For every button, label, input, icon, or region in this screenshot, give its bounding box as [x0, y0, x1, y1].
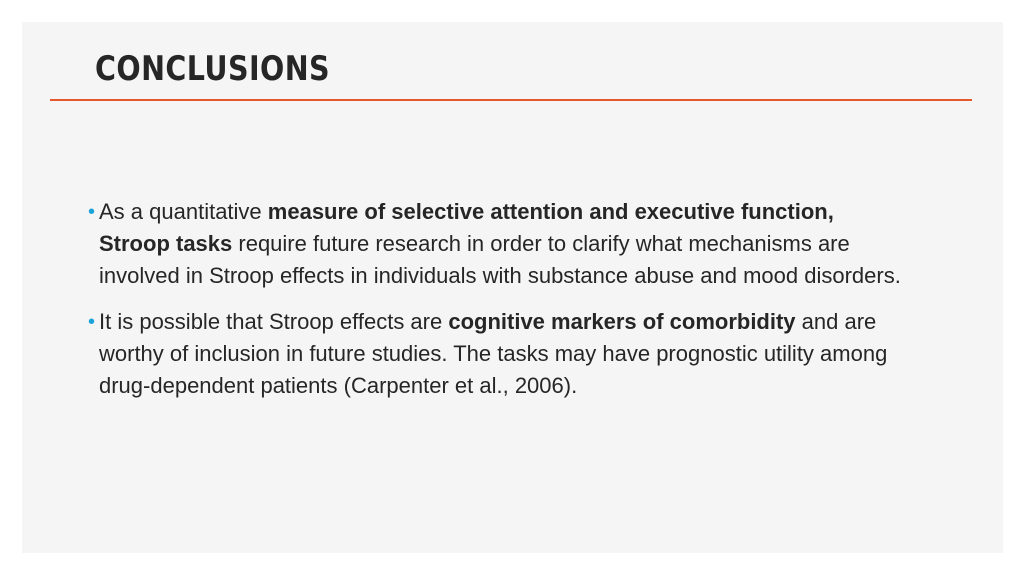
- bullet-marker: •: [88, 201, 96, 223]
- title-divider: [50, 99, 972, 101]
- bullet-list: [88, 196, 908, 416]
- slide-title: CONCLUSIONS: [95, 49, 331, 89]
- bullet-text-segment: It is possible that Stroop effects are: [99, 309, 449, 334]
- bullet-emphasis: cognitive markers of comorbidity: [448, 309, 796, 334]
- bullet-text-segment: As a quantitative: [99, 199, 268, 224]
- bullet-item-2: [88, 306, 908, 402]
- bullet-text-segment: require future research in order to clarify what mechanisms are involved in Stroop effects in individuals with substance abuse and mood disorders.: [99, 231, 901, 288]
- bullet-marker: •: [88, 311, 96, 333]
- slide: [22, 22, 1003, 553]
- bullet-text-segment: and are worthy of inclusion in future studies. The tasks may have prognostic utility among drug-dependent patients (Carpenter et al., 2006).: [99, 309, 888, 398]
- bullet-emphasis: measure of selective attention and executive function, Stroop tasks: [99, 199, 834, 256]
- bullet-item-1: [88, 196, 908, 292]
